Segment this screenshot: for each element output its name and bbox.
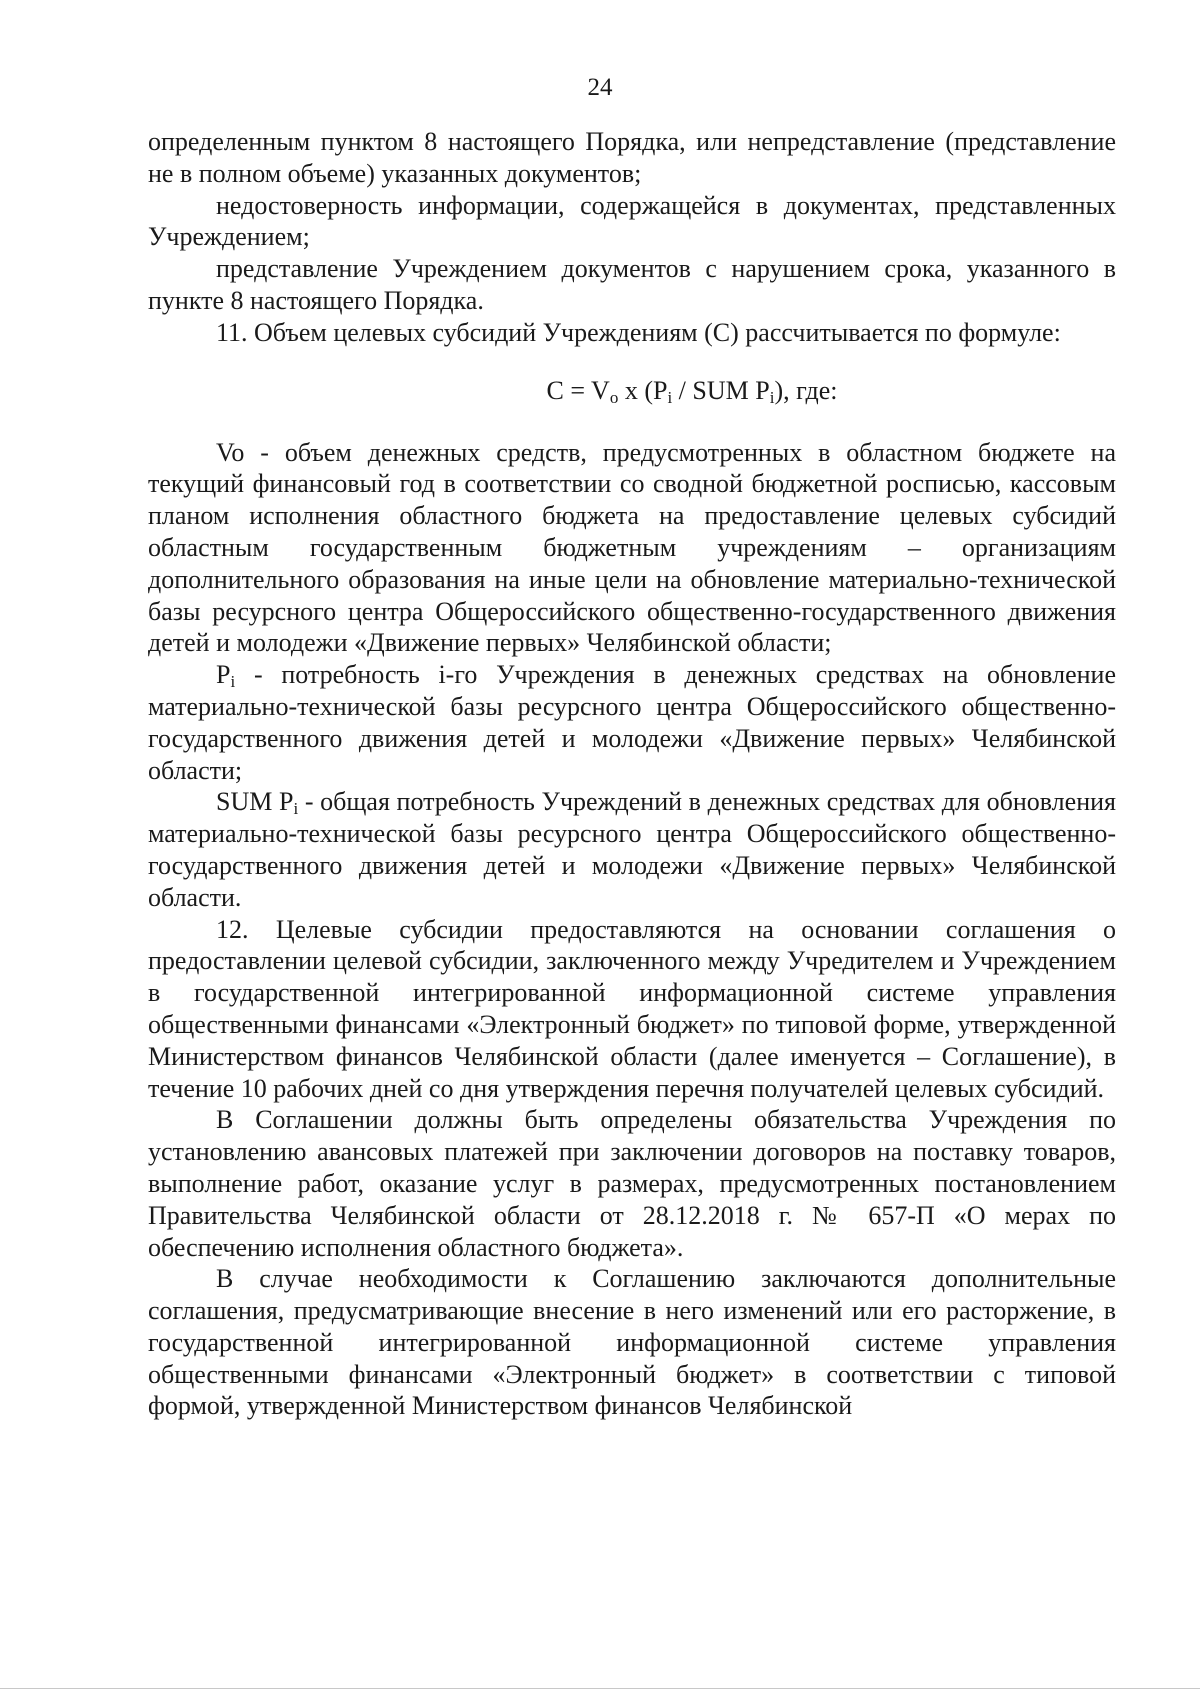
paragraph-item-11: 11. Объем целевых субсидий Учреждениям (C) рассчитывается по формуле:	[216, 317, 1061, 347]
paragraph-late-submission: представление Учреждением документов с нарушением срока, указанного в пункте 8 настоящего Порядка.	[148, 254, 1116, 315]
paragraph-vo-definition: Vo - объем денежных средств, предусмотренных в областном бюджете на текущий финансовый год в соответствии со сводной бюджетной росписью, кассовым планом исполнения областного бюджета на предоставление целевых субсидий областным государственным бюджетным учреждениям – организациям дополнительного образования на иные цели на обновление материально-технической базы ресурсного центра Общероссийского общественно-государственного движения детей и молодежи «Движение первых» Челябинской области;	[148, 437, 1116, 658]
sum-pi-definition-text: - общая потребность Учреждений в денежных средствах для обновления материально-технической базы ресурсного центра Общероссийского общественно-государственного движения детей и молодежи «Движение первых» Челябинской области.	[148, 787, 1116, 912]
paragraph-sum-pi-definition	[148, 786, 1116, 913]
document-body	[148, 126, 1116, 1422]
scan-bottom-edge	[0, 1688, 1200, 1689]
formula-times: x (P	[618, 375, 668, 405]
formula-pi-subscript: i	[667, 387, 673, 407]
paragraph-additional-agreements: В случае необходимости к Соглашению заключаются дополнительные соглашения, предусматривающие внесение в него изменений или его расторжение, в государственной интегрированной информационной системе управления общественными финансами «Электронный бюджет» в соответствии с типовой формой, утвержденной Министерством финансов Челябинской	[148, 1264, 1116, 1421]
pi-subscript: i	[230, 672, 236, 692]
paragraph-advance-payments: В Соглашении должны быть определены обязательства Учреждения по установлению авансовых платежей при заключении договоров на поставку товаров, выполнение работ, оказание услуг в размерах, предусмотренных постановлением Правительства Челябинской области от 28.12.2018 г. № 657-П «О мерах по обеспечению исполнения областного бюджета».	[148, 1105, 1116, 1262]
paragraph-continuation: определенным пунктом 8 настоящего Порядка, или непредставление (представление не в полном объеме) указанных документов;	[148, 127, 1116, 188]
formula-tail: ), где:	[774, 375, 838, 405]
pi-definition-text: - потребность i-го Учреждения в денежных средствах на обновление материально-технической базы ресурсного центра Общероссийского общественно-государственного движения детей и молодежи «Движение первых» Челябинской области;	[148, 660, 1116, 785]
paragraph-item-12: 12. Целевые субсидии предоставляются на основании соглашения о предоставлении целевой субсидии, заключенного между Учредителем и Учреждением в государственной интегрированной информационной системе управления общественными финансами «Электронный бюджет» по типовой форме, утвержденной Министерством финансов Челябинской области (далее именуется – Соглашение), в течение 10 рабочих дней со дня утверждения перечня получателей целевых субсидий.	[148, 914, 1116, 1103]
formula-lhs: C = V	[546, 375, 610, 405]
pi-symbol: P	[216, 660, 231, 690]
formula-slash: / SUM P	[672, 375, 770, 405]
paragraph-pi-definition	[148, 659, 1116, 786]
page-number: 24	[587, 74, 613, 101]
subsidy-formula	[148, 375, 1116, 407]
paragraph-unreliable-info: недостоверность информации, содержащейся в документах, представленных Учреждением;	[148, 190, 1116, 252]
sum-pi-symbol: SUM P	[216, 787, 294, 817]
formula-v-subscript: o	[609, 387, 619, 407]
formula-sum-subscript: i	[769, 387, 775, 407]
sum-pi-subscript: i	[293, 799, 299, 819]
